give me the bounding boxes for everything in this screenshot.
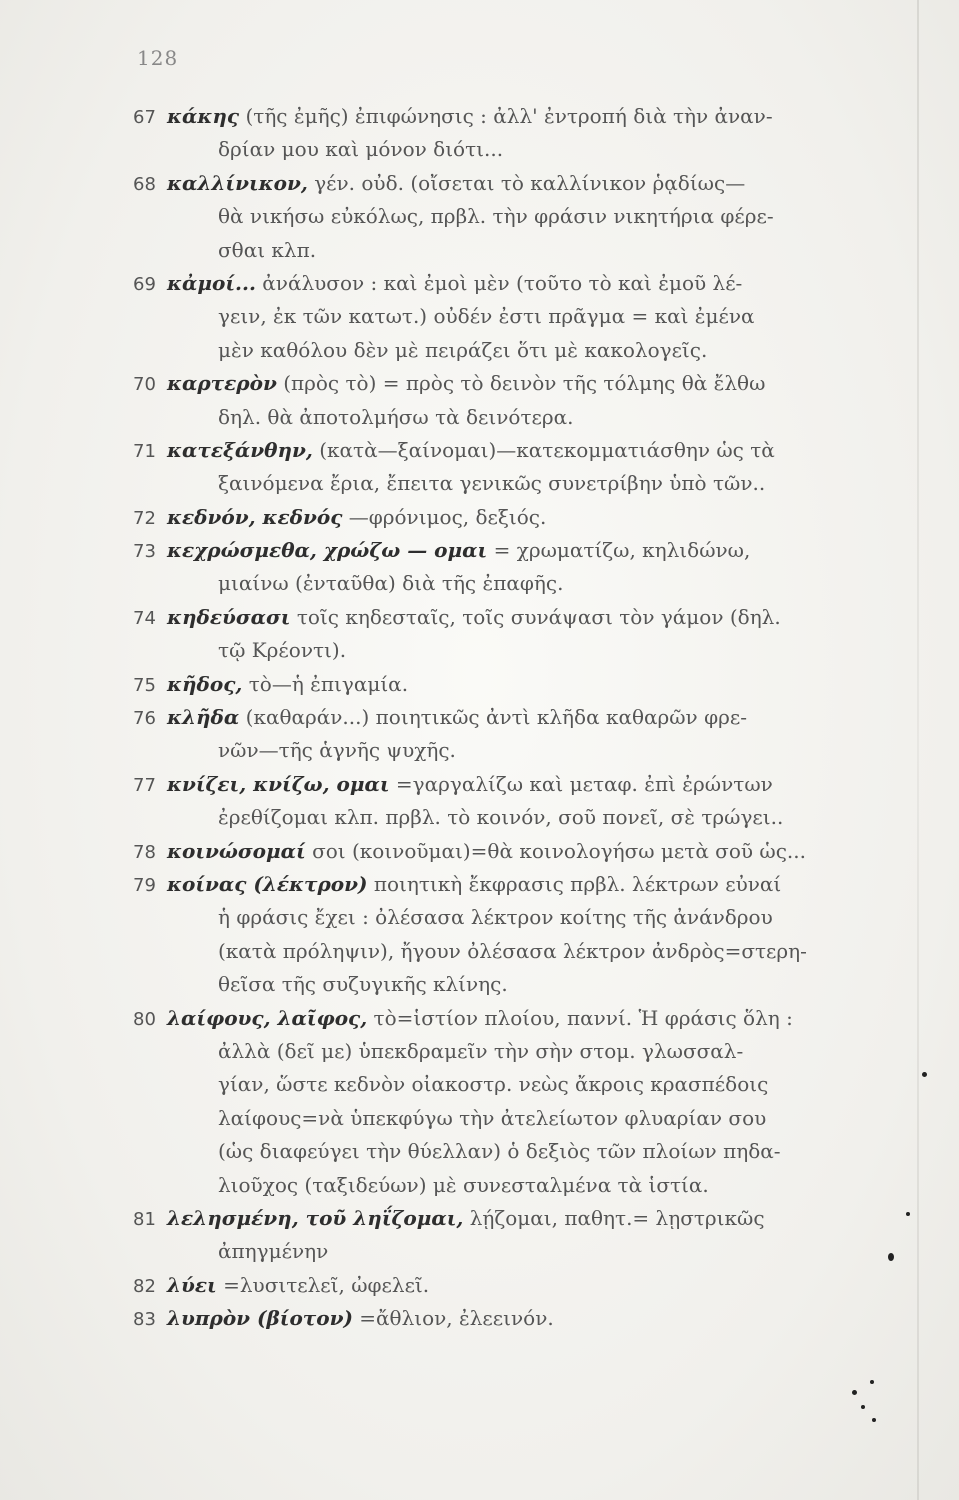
glossary-entry xyxy=(133,1002,893,1202)
entry-line xyxy=(133,1035,893,1068)
entry-line xyxy=(133,835,893,868)
entry-gloss: σθαι κλπ. xyxy=(218,237,317,262)
glossary-entry xyxy=(133,1202,893,1269)
entry-term: κνίζει, κνίζω, ομαι xyxy=(167,771,390,796)
entry-line xyxy=(133,501,893,534)
entry-number: 76 xyxy=(133,708,156,730)
page-fold-edge xyxy=(917,0,919,1500)
glossary-entry xyxy=(133,668,893,701)
ink-spot xyxy=(922,1072,927,1077)
entry-gloss: δρίαν μου καὶ μόνον διότι... xyxy=(218,137,504,162)
entry-gloss: ξαινόμενα ἔρια, ἔπειτα γενικῶς συνετρίβην ὑπὸ τῶν.. xyxy=(218,471,766,496)
entry-gloss: τῷ Κρέοντι). xyxy=(218,638,347,663)
entry-term: κατεξάνθην, xyxy=(167,437,313,462)
entry-line xyxy=(133,1269,893,1302)
entry-gloss: σοι (κοινοῦμαι)=θὰ κοινολογήσω μετὰ σοῦ ὡς... xyxy=(312,838,806,863)
glossary-entry xyxy=(133,534,893,601)
entry-gloss: =γαργαλίζω καὶ μεταφ. ἐπὶ ἐρώντων xyxy=(395,771,773,796)
entry-line xyxy=(133,267,893,300)
entry-line xyxy=(133,401,893,434)
entry-gloss: =ἄθλιον, ἐλεεινόν. xyxy=(359,1306,554,1331)
entry-gloss: γέν. οὐδ. (οἴσεται τὸ καλλίνικον ῥᾳδίως— xyxy=(314,170,746,195)
entry-line xyxy=(133,100,893,133)
entry-number: 70 xyxy=(133,374,156,396)
entry-gloss: θεῖσα τῆς συζυγικῆς κλίνης. xyxy=(218,972,508,997)
entry-number: 68 xyxy=(133,173,156,195)
entry-gloss: τὸ—ἡ ἐπιγαμία. xyxy=(248,671,409,696)
ink-spot xyxy=(861,1405,865,1409)
entry-line xyxy=(133,634,893,667)
entry-term: καλλίνικον, xyxy=(167,170,308,195)
entry-line xyxy=(133,167,893,200)
entry-number: 80 xyxy=(133,1008,156,1030)
glossary-entry xyxy=(133,434,893,501)
entry-gloss: ἀνάλυσον : καὶ ἐμοὶ μὲν (τοῦτο τὸ καὶ ἐμοῦ λέ- xyxy=(262,270,743,295)
entry-gloss: γειν, ἐκ τῶν κατωτ.) οὐδέν ἐστι πρᾶγμα = καὶ ἐμένα xyxy=(218,304,755,329)
entry-gloss: (τῆς ἐμῆς) ἐπιφώνησις : ἀλλ' ἐντροπή διὰ τὴν ἀναν- xyxy=(245,104,773,128)
glossary-entry xyxy=(133,1269,893,1302)
entry-gloss: μιαίνω (ἐνταῦθα) διὰ τῆς ἐπαφῆς. xyxy=(218,571,564,596)
entry-line xyxy=(133,701,893,734)
entry-line xyxy=(133,300,893,333)
glossary-entry xyxy=(133,367,893,434)
entry-term: λελησμένη, τοῦ ληΐζομαι, xyxy=(167,1205,464,1230)
entry-line xyxy=(133,601,893,634)
entry-gloss: ἀπηγμένην xyxy=(218,1239,329,1264)
entry-gloss: (πρὸς τὸ) = πρὸς τὸ δεινὸν τῆς τόλμης θὰ ἔλθω xyxy=(283,371,766,396)
glossary-entries xyxy=(133,100,893,1335)
entry-term: κάκης xyxy=(167,104,240,128)
entry-gloss: ποιητικὴ ἔκφρασις πρβλ. λέκτρων εὐναί xyxy=(373,871,782,896)
entry-gloss: νῶν—τῆς ἁγνῆς ψυχῆς. xyxy=(218,738,456,763)
entry-line xyxy=(133,734,893,767)
entry-gloss: —φρόνιμος, δεξιός. xyxy=(348,504,547,529)
entry-term: κοινώσομαί xyxy=(167,838,306,863)
entry-gloss: λιοῦχος (ταξιδεύων) μὲ συνεσταλμένα τὰ ἱστία. xyxy=(218,1172,709,1197)
glossary-entry xyxy=(133,701,893,768)
entry-gloss: λαίφους=νὰ ὑπεκφύγω τὴν ἀτελείωτον φλυαρίαν σου xyxy=(218,1105,767,1130)
entry-number: 72 xyxy=(133,507,156,529)
glossary-entry xyxy=(133,768,893,835)
entry-term: λαίφους, λαῖφος, xyxy=(167,1005,368,1030)
entry-term: καρτερὸν xyxy=(167,371,277,396)
entry-line xyxy=(133,467,893,500)
glossary-entry xyxy=(133,835,893,868)
entry-term: κεδνόν, κεδνός xyxy=(167,504,343,529)
entry-gloss: δηλ. θὰ ἀποτολμήσω τὰ δεινότερα. xyxy=(218,404,574,429)
entry-gloss: θὰ νικήσω εὐκόλως, πρβλ. τὴν φράσιν νικητήρια φέρε- xyxy=(218,204,774,229)
entry-line xyxy=(133,901,893,934)
entry-term: κῆδος, xyxy=(167,671,243,696)
glossary-entry xyxy=(133,501,893,534)
entry-gloss: (ὡς διαφεύγει τὴν θύελλαν) ὁ δεξιὸς τῶν πλοίων πηδα- xyxy=(218,1139,781,1164)
entry-line xyxy=(133,534,893,567)
entry-line xyxy=(133,968,893,1001)
entry-line xyxy=(133,334,893,367)
ink-spot xyxy=(888,1253,894,1261)
glossary-entry xyxy=(133,601,893,668)
entry-line xyxy=(133,1235,893,1268)
ink-spot xyxy=(872,1418,876,1422)
entry-term: κηδεύσασι xyxy=(167,604,291,629)
entry-gloss: ἐρεθίζομαι κλπ. πρβλ. τὸ κοινόν, σοῦ πονεῖ, σὲ τρώγει.. xyxy=(218,805,784,830)
entry-line xyxy=(133,234,893,267)
entry-term: κλῆδα xyxy=(167,705,240,730)
entry-line xyxy=(133,935,893,968)
entry-line xyxy=(133,367,893,400)
entry-line xyxy=(133,1002,893,1035)
entry-number: 67 xyxy=(133,107,156,128)
entry-line xyxy=(133,668,893,701)
entry-gloss: τὸ=ἱστίον πλοίου, παννί. Ἡ φράσις ὅλη : xyxy=(373,1005,793,1030)
entry-number: 71 xyxy=(133,440,156,462)
glossary-entry xyxy=(133,1302,893,1335)
entry-line xyxy=(133,1202,893,1235)
glossary-entry xyxy=(133,267,893,367)
entry-gloss: μὲν καθόλου δὲν μὲ πειράζει ὅτι μὲ κακολογεῖς. xyxy=(218,337,708,362)
entry-line xyxy=(133,200,893,233)
entry-number: 75 xyxy=(133,674,156,696)
entry-term: λύει xyxy=(167,1272,217,1297)
entry-gloss: (κατὰ—ξαίνομαι)—κατεκομματιάσθην ὡς τὰ xyxy=(319,437,775,462)
entry-term: κἀμοί... xyxy=(167,270,256,295)
ink-spot xyxy=(870,1380,874,1384)
entry-number: 77 xyxy=(133,774,156,796)
entry-line xyxy=(133,1135,893,1168)
entry-number: 79 xyxy=(133,874,156,896)
glossary-entry xyxy=(133,868,893,1002)
glossary-entry xyxy=(133,100,893,167)
entry-gloss: γίαν, ὥστε κεδνὸν οἰακοστρ. νεὼς ἄκροις κρασπέδοις xyxy=(218,1072,769,1097)
entry-term: κοίνας (λέκτρον) xyxy=(167,871,368,896)
entry-line xyxy=(133,868,893,901)
entry-gloss: λῄζομαι, παθητ.= λῃστρικῶς xyxy=(469,1205,765,1230)
entry-gloss: = χρωματίζω, κηλιδώνω, xyxy=(493,538,751,563)
ink-spot xyxy=(906,1212,910,1216)
entry-number: 73 xyxy=(133,541,156,563)
glossary-entry xyxy=(133,167,893,267)
entry-number: 74 xyxy=(133,607,156,629)
entry-number: 82 xyxy=(133,1275,156,1297)
ink-spot xyxy=(852,1390,857,1395)
entry-gloss: (κατὰ πρόληψιν), ἤγουν ὀλέσασα λέκτρον ἀνδρὸς=στερη- xyxy=(218,938,807,963)
entry-line xyxy=(133,133,893,166)
entry-line xyxy=(133,567,893,600)
entry-line xyxy=(133,1068,893,1101)
entry-gloss: ἀλλὰ (δεῖ με) ὑπεκδραμεῖν τὴν σὴν στομ. γλωσσαλ- xyxy=(218,1038,744,1063)
entry-line xyxy=(133,801,893,834)
entry-gloss: (καθαράν...) ποιητικῶς ἀντὶ κλῆδα καθαρῶν φρε- xyxy=(245,705,747,730)
entry-gloss: ἡ φράσις ἔχει : ὀλέσασα λέκτρον κοίτης τῆς ἀνάνδρου xyxy=(218,905,773,930)
page-number: 128 xyxy=(137,46,179,70)
entry-line xyxy=(133,768,893,801)
entry-number: 69 xyxy=(133,273,156,295)
entry-line xyxy=(133,1169,893,1202)
entry-gloss: =λυσιτελεῖ, ὠφελεῖ. xyxy=(223,1272,430,1297)
entry-term: κεχρώσμεθα, χρώζω — ομαι xyxy=(167,538,488,563)
entry-line xyxy=(133,1102,893,1135)
entry-gloss: τοῖς κηδεσταῖς, τοῖς συνάψασι τὸν γάμον (δηλ. xyxy=(296,604,781,629)
entry-line xyxy=(133,1302,893,1335)
entry-number: 78 xyxy=(133,841,156,863)
entry-number: 81 xyxy=(133,1208,156,1230)
entry-line xyxy=(133,434,893,467)
entry-number: 83 xyxy=(133,1309,156,1331)
entry-term: λυπρὸν (βίοτον) xyxy=(167,1306,353,1331)
